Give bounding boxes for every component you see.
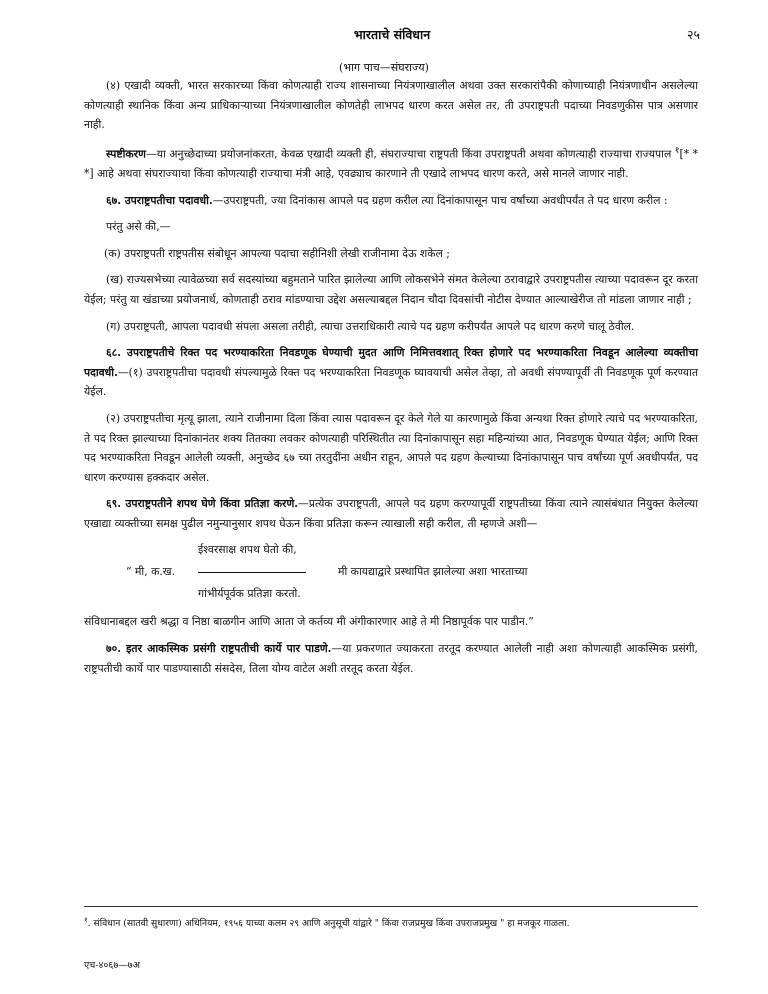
page-body	[84, 76, 698, 685]
article-67-clause-c: (ग) उपराष्ट्रपती, आपला पदावधी संपला असला तरीही, त्याचा उत्तराधिकारी त्याचे पद ग्रहण करीपर्यंत आपले पद धारण करणे चालू ठेवील.	[106, 319, 635, 333]
article-68-clause-1: —(१) उपराष्ट्रपतीचा पदावधी संपल्यामुळे रिक्त पद भरण्याकरिता निवडणूक घ्यावयाची असेल तेव्हा, तो अवधी संपण्यापूर्वी ती निवडणूक पूर्ण करण्यात येईल.	[84, 365, 698, 399]
article-70-heading: ७०. इतर आकस्मिक प्रसंगी राष्ट्रपतीची कार्ये पार पाडणे.	[106, 642, 332, 656]
article-70	[84, 639, 698, 678]
footnote	[84, 913, 698, 931]
article-66-explanation	[84, 142, 698, 184]
footnote-divider	[84, 906, 698, 907]
explanation-label: स्पष्टीकरण	[106, 147, 146, 161]
article-68-clause-2: (२) उपराष्ट्रपतीचा मृत्यू झाला, त्याने राजीनामा दिला किंवा त्यास पदावरून दूर केले गेले या कारणामुळे किंवा अन्यथा रिक्त होणारे त्याचे पद भरण्याकरिता, ते पद रिक्त झाल्याच्या दिनांकानंतर शक्य तितक्या लवकर कोणत्याही परिस्थितीत त्या दिनांकापासून सहा महिन्यांच्या आत, निवडणूक घेण्यात येईल; आणि रिक्त पद भरण्याकरिता निवडून आलेली व्यक्ती, अनुच्छेद ६७ च्या तरतुदींना अधीन राहून, आपले पद ग्रहण केल्याच्या दिनांकापासून पाच वर्षांच्या पूर्ण अवधीपर्यंत, पद धारण करण्यास हक्कदार असेल.	[84, 411, 698, 484]
oath-affirm-text: गांभीर्यपूर्वक प्रतिज्ञा करतो.	[198, 587, 301, 601]
oath-prefix: “ मी, क.ख.	[126, 565, 176, 579]
explanation-text-2: आहे अथवा संघराज्याचा किंवा कोणत्याही राज्याचा मंत्री आहे, एवढ्याच कारणाने ती एखादे लाभपद धारण करते, असे मानले जाणार नाही.	[93, 166, 629, 180]
article-69-heading: ६९. उपराष्ट्रपतीने शपथ घेणे किंवा प्रतिज्ञा करणे.	[106, 497, 299, 511]
article-67-proviso: परंतु असे की,—	[106, 220, 171, 234]
article-67-clause-b: (ख) राज्यसभेच्या त्यावेळच्या सर्व सदस्यांच्या बहुमताने पारित झालेल्या आणि लोकसभेने संमत केलेल्या ठरावाद्वारे उपराष्ट्रपतीस त्याच्या पदावरून दूर करता येईल; परंतु या खंडाच्या प्रयोजनार्थ, कोणताही ठराव मांडण्याचा उद्देश असल्याबद्दल निदान चौदा दिवसांची नोटीस देण्यात आल्याखेरीज तो मांडला जाणार नाही ;	[84, 273, 698, 306]
oath-form	[84, 540, 698, 606]
article-67	[84, 191, 698, 211]
oath-swear-text: ईश्वरसाक्ष शपथ घेतो की,	[198, 543, 297, 557]
article-68-heading: ६८. उपराष्ट्रपतीचे रिक्त पद भरण्याकरिता निवडणूक घेण्याची मुदत आणि निमित्तवशात् रिक्त होणारे पद भरण्याकरिता निवडून आलेल्या व्यक्तीचा पदावधी.	[84, 346, 698, 379]
oath-mid-text: मी कायद्याद्वारे प्रस्थापित झालेल्या अशा भारताच्या	[338, 565, 528, 579]
footnote-text: . संविधान (सातवी सुधारणा) अधिनियम, १९५६ याच्या कलम २९ आणि अनुसूची यांद्वारे " किंवा राजप्रमुख किंवा उपराजप्रमुख " हा मजकूर गाळला.	[87, 918, 570, 930]
article-67-heading: ६७. उपराष्ट्रपतीचा पदावधी.	[106, 193, 213, 207]
explanation-text-1: —या अनुच्छेदाच्या प्रयोजनांकरता, केवळ एखादी व्यक्ती ही, संघराज्याचा राष्ट्रपती किंवा उपराष्ट्रपती अथवा कोणत्याही राज्याचा राज्यपाल	[145, 147, 675, 161]
oath-closing: संविधानाबद्दल खरी श्रद्धा व निष्ठा बाळगीन आणि आता जे कर्तव्य मी अंगीकारणार आहे ते मी निष्ठापूर्वक पार पाडीन.”	[84, 615, 534, 629]
printer-code: एच-४०६७—७अ	[84, 960, 140, 971]
header-title: भारताचे संविधान	[353, 27, 431, 42]
footnote-marker: १	[84, 916, 88, 924]
article-69-text: —प्रत्येक उपराष्ट्रपती, आपले पद ग्रहण करण्यापूर्वी राष्ट्रपतीच्या किंवा त्याने त्यासंबंधात नियुक्त केलेल्या एखाद्या व्यक्तीच्या समक्ष पुढील नमुन्यानुसार शपथ घेऊन किंवा प्रतिज्ञा करून त्याखाली सही करील, ती म्हणजे अशी—	[84, 497, 698, 530]
page-number: २५	[686, 27, 700, 42]
article-69	[84, 494, 698, 533]
part-caption: (भाग पाच—संघराज्य)	[339, 61, 429, 74]
article-70-text: —या प्रकरणात ज्याकरता तरतूद करण्यात आलेली नाही अशा कोणत्याही आकस्मिक प्रसंगी, राष्ट्रपतीची कार्ये पार पाडण्यासाठी संसदेस, तिला योग्य वाटेल अशी तरतूद करता येईल.	[84, 642, 698, 675]
footnote-ref: १	[674, 145, 680, 156]
page-header	[84, 26, 700, 46]
article-66-clause-4: (४) एखादी व्यक्ती, भारत सरकारच्या किंवा कोणत्याही राज्य शासनाच्या नियंत्रणाखालील अथवा उक्त सरकारांपैकी कोणाच्याही नियंत्रणाधीन असलेल्या कोणत्याही स्थानिक किंवा अन्य प्राधिकाऱ्याच्या नियंत्रणाखालील कोणतेही लाभपद धारण करत असेल तर, ती उपराष्ट्रपती पदाच्या निवडणुकीस पात्र असणार नाही.	[84, 79, 698, 132]
omission-mark: [* * *]	[84, 147, 698, 180]
oath-line-3	[84, 584, 698, 606]
article-68	[84, 343, 698, 402]
article-67-clause-a: (क) उपराष्ट्रपती राष्ट्रपतीस संबोधून आपल्या पदाचा सहीनिशी लेखी राजीनामा देऊ शकेल ;	[104, 246, 450, 260]
article-67-text: —उपराष्ट्रपती, ज्या दिनांकास आपले पद ग्रहण करील त्या दिनांकापासून पाच वर्षांच्या अवधीपर्यंत ते पद धारण करील :	[212, 193, 668, 207]
oath-line-1	[84, 540, 698, 562]
oath-line-2	[84, 562, 698, 584]
